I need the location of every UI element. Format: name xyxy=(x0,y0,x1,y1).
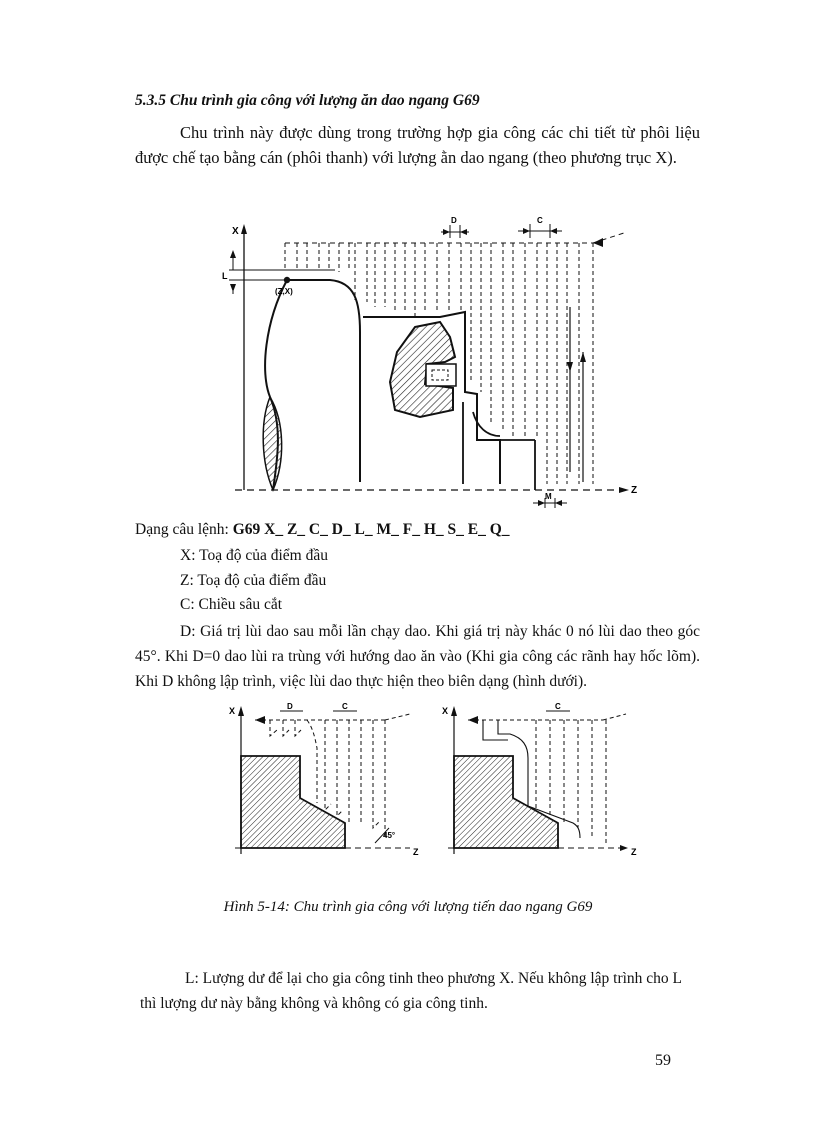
section-heading: 5.3.5 Chu trình gia công với lượng ăn dao ngang G69 xyxy=(135,92,480,109)
label-d: D xyxy=(451,216,457,225)
syntax-command: G69 X_ Z_ C_ D_ L_ M_ F_ H_ S_ E_ Q_ xyxy=(232,521,510,538)
small-left-axis-x: X xyxy=(229,706,236,716)
page-number: 59 xyxy=(655,1052,671,1069)
figure-caption: Hình 5-14: Chu trình gia công với lượng tiến dao ngang G69 xyxy=(223,899,593,915)
param-z: Z: Toạ độ của điểm đầu xyxy=(180,572,327,589)
syntax-prefix: Dạng câu lệnh: xyxy=(135,521,233,538)
label-m: M xyxy=(545,492,552,501)
param-d: D: Giá trị lùi dao sau mỗi lần chạy dao. Khi giá trị này khác 0 nó lùi dao theo góc 45°. Khi D=0 dao lùi ra trùng với hướng dao ăn vào (Khi gia công các rãnh hay hốc lõm). Khi D không lập trình, việc lùi dao thực hiện theo biên dạng (hình dưới). xyxy=(135,623,700,690)
small-left-c: C xyxy=(342,702,348,711)
param-x: X: Toạ độ của điểm đầu xyxy=(180,547,328,564)
small-right-c: C xyxy=(555,702,561,711)
axis-x-label: X xyxy=(232,226,239,237)
axis-z-label: Z xyxy=(631,485,638,496)
small-right-axis-z: Z xyxy=(631,847,637,857)
intro-paragraph: Chu trình này được dùng trong trường hợp gia công các chi tiết từ phôi liệu được chế tạo bằng cán (phôi thanh) với lượng ằn dao ngang (theo phương trục X). xyxy=(135,123,700,167)
small-right-axis-x: X xyxy=(442,706,449,716)
retract-45-figure xyxy=(225,698,425,863)
label-l: L xyxy=(222,271,228,281)
small-left-d: D xyxy=(287,702,293,711)
retract-profile-figure xyxy=(438,698,643,863)
param-c: C: Chiều sâu cắt xyxy=(180,596,283,613)
angle-label: 45° xyxy=(383,831,396,840)
label-c: C xyxy=(537,216,543,225)
syntax-line xyxy=(135,521,510,539)
point-label: (Z,X) xyxy=(275,287,293,296)
l-paragraph: L: Lượng dư để lại cho gia công tinh theo phương X. Nếu không lập trình cho L thì lượng dư này bằng không và không có gia công tinh. xyxy=(140,970,682,1012)
small-left-axis-z: Z xyxy=(413,847,419,857)
g69-main-figure xyxy=(215,212,645,512)
